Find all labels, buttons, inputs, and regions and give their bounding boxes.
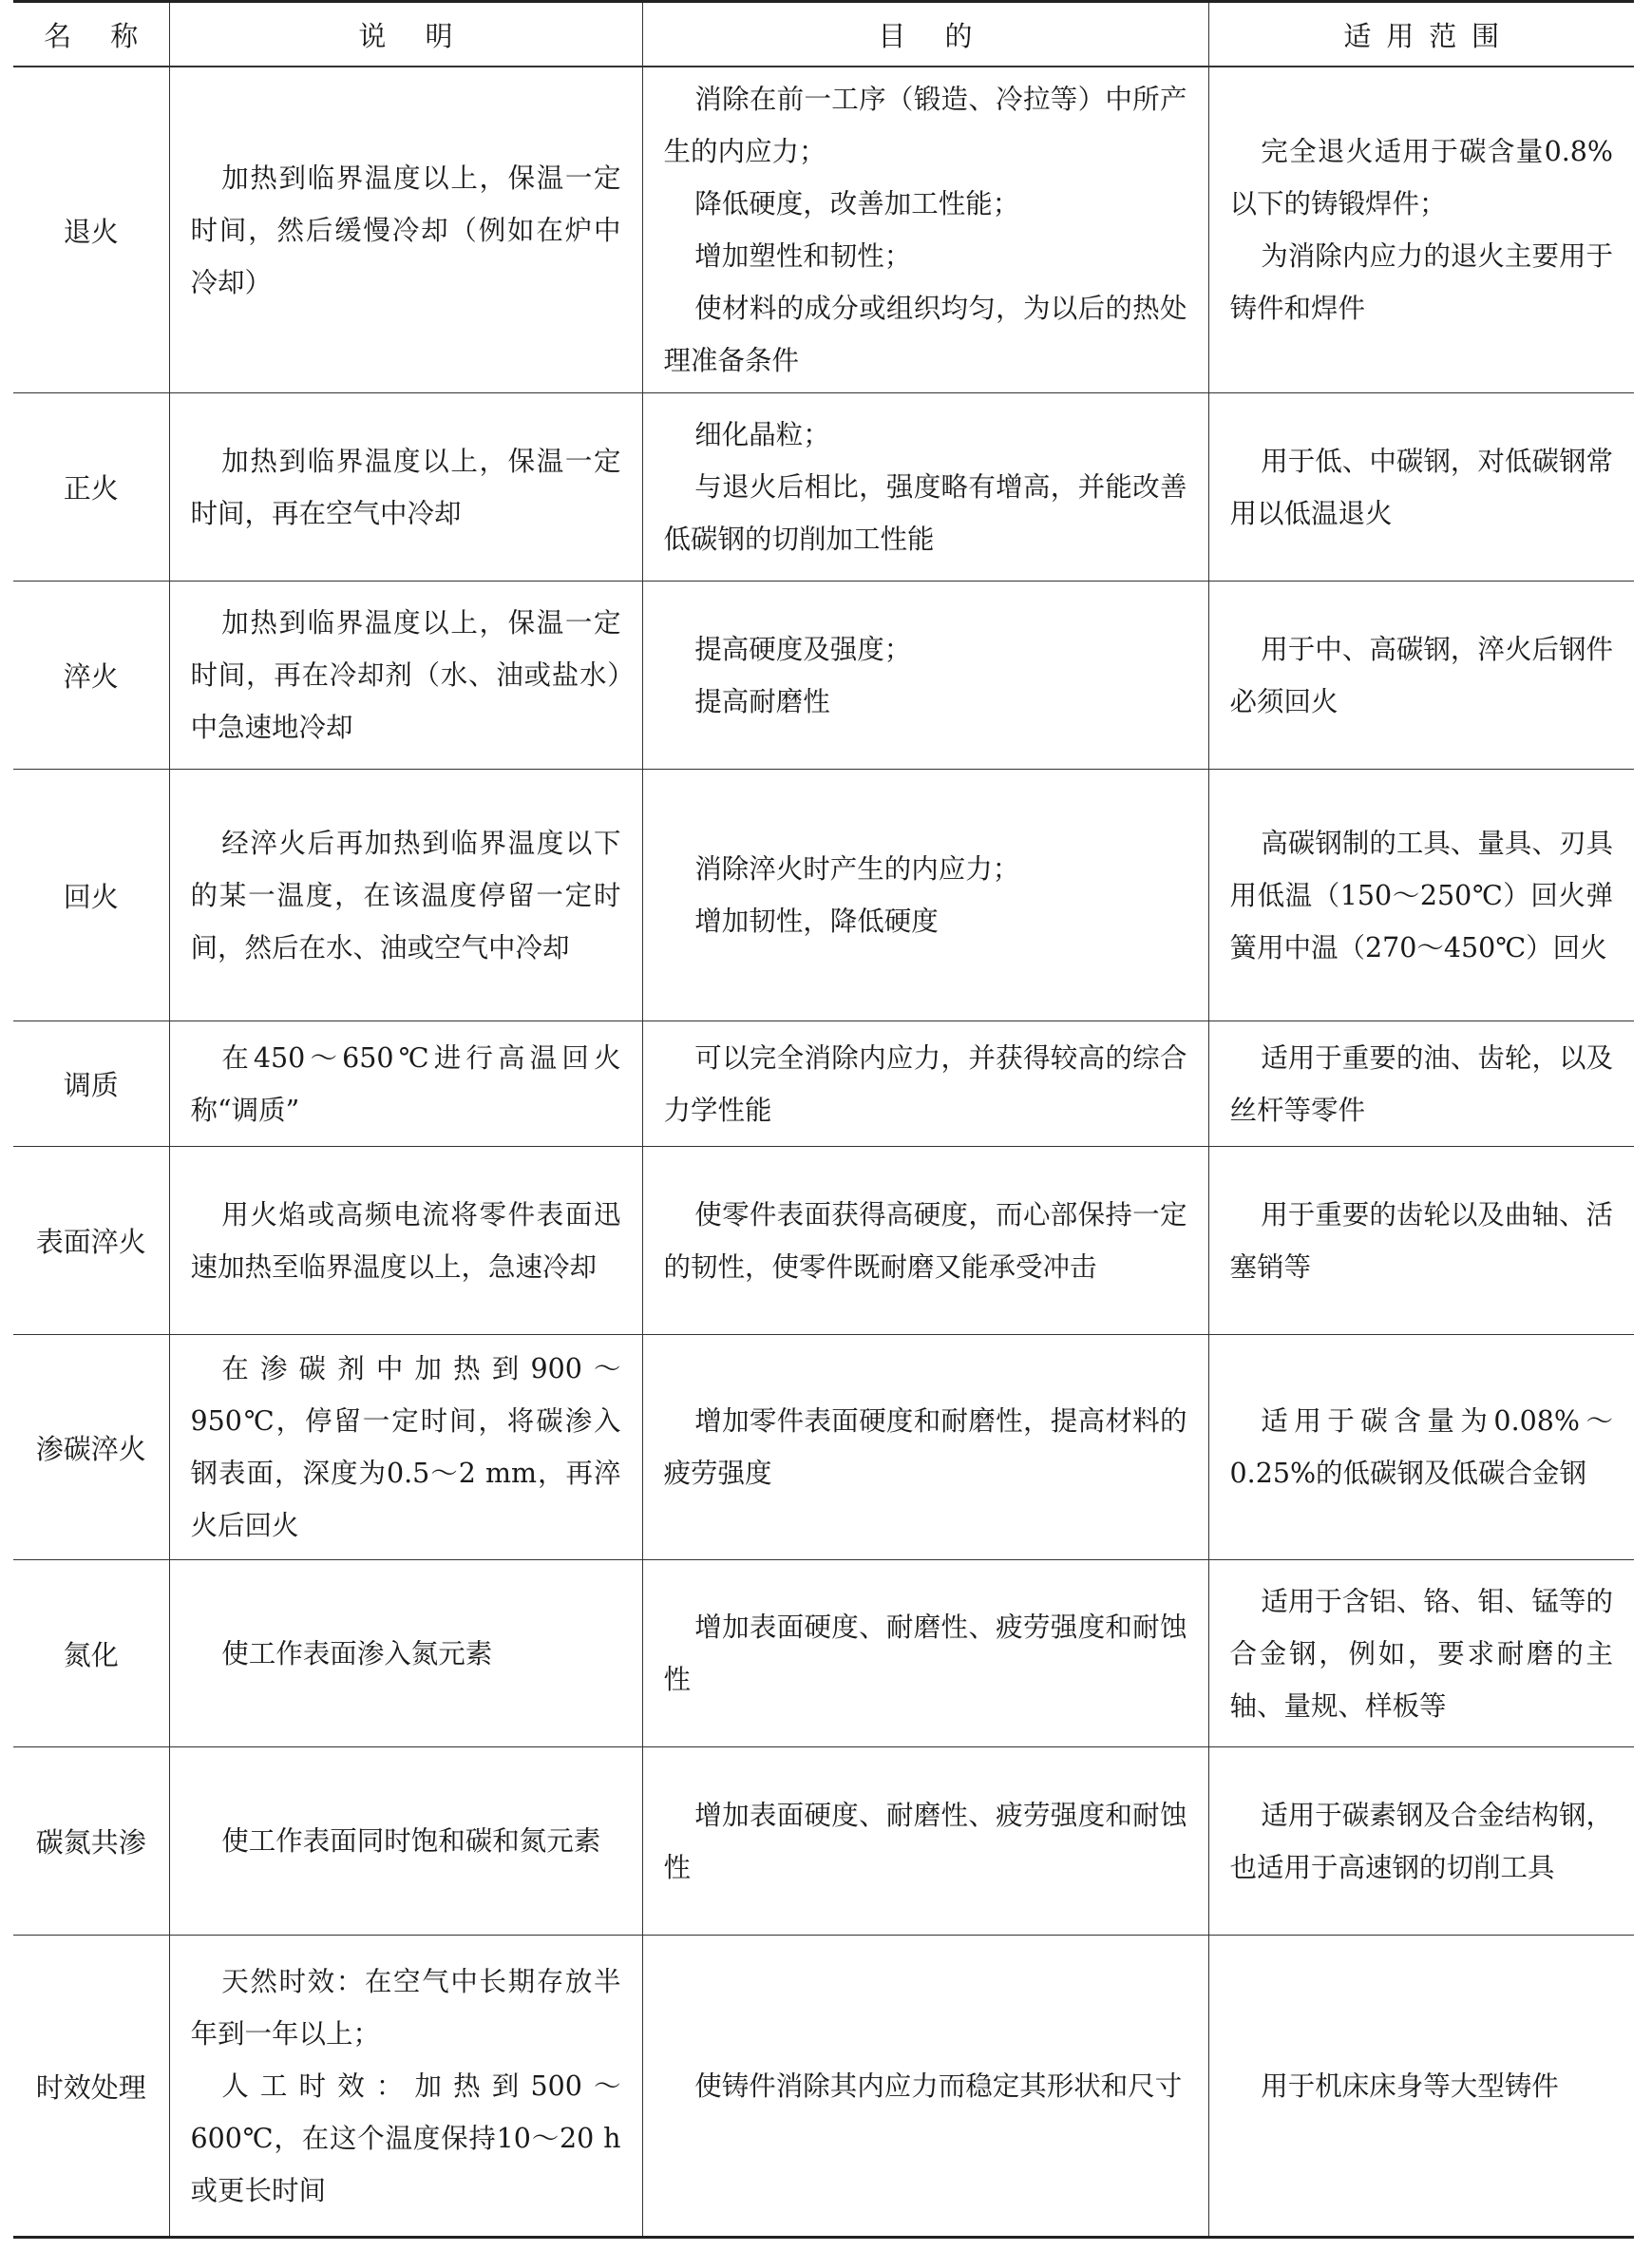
scope-paragraph: 适用于含铝、铬、钼、锰等的合金钢，例如，要求耐磨的主轴、量规、样板等 xyxy=(1229,1585,1613,1722)
purpose-paragraph: 与退火后相比，强度略有增高，并能改善低碳钢的切削加工性能 xyxy=(663,471,1187,555)
table-row xyxy=(13,1747,1634,1936)
scope-paragraph: 适用于重要的油、齿轮，以及丝杆等零件 xyxy=(1229,1041,1613,1126)
description-paragraph: 加热到临界温度以上，保温一定时间，然后缓慢冷却（例如在炉中冷却） xyxy=(190,162,621,298)
row-scope xyxy=(1208,393,1634,582)
heat-treatment-table-page xyxy=(13,0,1634,2239)
row-name: 回火 xyxy=(13,770,169,1021)
row-scope xyxy=(1208,1335,1634,1560)
row-scope xyxy=(1208,1560,1634,1747)
table-row xyxy=(13,1936,1634,2238)
scope-paragraph: 用于机床床身等大型铸件 xyxy=(1261,2070,1559,2102)
row-name: 淬火 xyxy=(13,582,169,770)
row-scope xyxy=(1208,1747,1634,1936)
purpose-paragraph: 细化晶粒； xyxy=(694,419,830,450)
row-purpose xyxy=(642,393,1208,582)
scope-paragraph: 适用于碳素钢及合金结构钢，也适用于高速钢的切削工具 xyxy=(1229,1799,1613,1883)
row-scope xyxy=(1208,582,1634,770)
row-name: 渗碳淬火 xyxy=(13,1335,169,1560)
scope-paragraph: 用于重要的齿轮以及曲轴、活塞销等 xyxy=(1229,1198,1613,1283)
row-description xyxy=(169,1021,642,1147)
purpose-paragraph: 增加表面硬度、耐磨性、疲劳强度和耐蚀性 xyxy=(663,1799,1187,1883)
row-scope xyxy=(1208,1936,1634,2238)
row-purpose xyxy=(642,1335,1208,1560)
table-row xyxy=(13,1021,1634,1147)
description-paragraph: 使工作表面渗入氮元素 xyxy=(221,1637,493,1669)
row-purpose xyxy=(642,1021,1208,1147)
description-paragraph: 天然时效：在空气中长期存放半年到一年以上； xyxy=(190,1965,621,2050)
row-purpose xyxy=(642,1747,1208,1936)
row-name: 氮化 xyxy=(13,1560,169,1747)
scope-paragraph: 适用于碳含量为0.08%～0.25%的低碳钢及低碳合金钢 xyxy=(1229,1405,1613,1489)
description-paragraph: 用火焰或高频电流将零件表面迅速加热至临界温度以上，急速冷却 xyxy=(190,1198,621,1283)
row-name: 碳氮共渗 xyxy=(13,1747,169,1936)
purpose-paragraph: 可以完全消除内应力，并获得较高的综合力学性能 xyxy=(663,1041,1187,1126)
description-paragraph: 在450～650℃进行高温回火称“调质” xyxy=(190,1041,621,1126)
row-name: 调质 xyxy=(13,1021,169,1147)
row-name: 正火 xyxy=(13,393,169,582)
purpose-paragraph: 使零件表面获得高硬度，而心部保持一定的韧性，使零件既耐磨又能承受冲击 xyxy=(663,1198,1187,1283)
header-name: 名 称 xyxy=(13,2,169,67)
purpose-paragraph: 使铸件消除其内应力而稳定其形状和尺寸 xyxy=(694,2070,1183,2102)
row-scope xyxy=(1208,67,1634,393)
row-purpose xyxy=(642,67,1208,393)
description-paragraph: 加热到临界温度以上，保温一定时间，再在冷却剂（水、油或盐水）中急速地冷却 xyxy=(190,607,621,743)
table-row xyxy=(13,67,1634,393)
row-description xyxy=(169,1747,642,1936)
header-purpose: 目 的 xyxy=(642,2,1208,67)
header-scope: 适用范围 xyxy=(1208,2,1634,67)
purpose-paragraph: 增加韧性，降低硬度 xyxy=(694,906,939,937)
scope-paragraph: 用于中、高碳钢，淬火后钢件必须回火 xyxy=(1229,633,1613,717)
row-description xyxy=(169,1936,642,2238)
scope-paragraph: 完全退火适用于碳含量0.8%以下的铸锻焊件； xyxy=(1229,136,1613,219)
row-name: 退火 xyxy=(13,67,169,393)
row-purpose xyxy=(642,1560,1208,1747)
row-description xyxy=(169,1560,642,1747)
row-scope xyxy=(1208,1021,1634,1147)
purpose-paragraph: 消除在前一工序（锻造、冷拉等）中所产生的内应力； xyxy=(663,84,1187,167)
description-paragraph: 使工作表面同时饱和碳和氮元素 xyxy=(221,1825,601,1857)
row-description xyxy=(169,67,642,393)
row-scope xyxy=(1208,770,1634,1021)
table-header xyxy=(13,2,1634,67)
purpose-paragraph: 降低硬度，改善加工性能； xyxy=(694,188,1020,219)
scope-paragraph: 用于低、中碳钢，对低碳钢常用以低温退火 xyxy=(1229,445,1613,529)
row-purpose xyxy=(642,582,1208,770)
header-description: 说 明 xyxy=(169,2,642,67)
header-row xyxy=(13,2,1634,67)
description-paragraph: 经淬火后再加热到临界温度以下的某一温度，在该温度停留一定时间，然后在水、油或空气中冷却 xyxy=(190,827,621,963)
description-paragraph: 在渗碳剂中加热到900～950℃，停留一定时间，将碳渗入钢表面，深度为0.5～2 mm，再淬火后回火 xyxy=(190,1353,621,1541)
table-row xyxy=(13,770,1634,1021)
purpose-paragraph: 增加塑性和韧性； xyxy=(694,240,912,272)
row-description xyxy=(169,770,642,1021)
table-row xyxy=(13,1560,1634,1747)
purpose-paragraph: 提高耐磨性 xyxy=(694,685,830,717)
row-description xyxy=(169,1335,642,1560)
row-description xyxy=(169,582,642,770)
purpose-paragraph: 增加零件表面硬度和耐磨性，提高材料的疲劳强度 xyxy=(663,1405,1187,1489)
row-name: 时效处理 xyxy=(13,1936,169,2238)
purpose-paragraph: 提高硬度及强度； xyxy=(694,633,912,665)
purpose-paragraph: 消除淬火时产生的内应力； xyxy=(694,853,1020,885)
purpose-paragraph: 使材料的成分或组织均匀，为以后的热处理准备条件 xyxy=(663,293,1187,376)
table-row xyxy=(13,1335,1634,1560)
row-description xyxy=(169,1147,642,1335)
description-paragraph: 加热到临界温度以上，保温一定时间，再在空气中冷却 xyxy=(190,445,621,529)
table-body xyxy=(13,67,1634,2238)
table-row xyxy=(13,582,1634,770)
row-description xyxy=(169,393,642,582)
row-purpose xyxy=(642,1147,1208,1335)
row-scope xyxy=(1208,1147,1634,1335)
description-paragraph: 人工时效：加热到500～600℃，在这个温度保持10～20 h或更长时间 xyxy=(190,2070,621,2206)
row-name: 表面淬火 xyxy=(13,1147,169,1335)
purpose-paragraph: 增加表面硬度、耐磨性、疲劳强度和耐蚀性 xyxy=(663,1612,1187,1695)
row-purpose xyxy=(642,770,1208,1021)
scope-paragraph: 为消除内应力的退火主要用于铸件和焊件 xyxy=(1229,240,1613,324)
heat-treatment-table xyxy=(13,0,1634,2239)
row-purpose xyxy=(642,1936,1208,2238)
table-row xyxy=(13,393,1634,582)
table-row xyxy=(13,1147,1634,1335)
scope-paragraph: 高碳钢制的工具、量具、刃具用低温（150～250℃）回火弹簧用中温（270～450℃）回火 xyxy=(1229,827,1613,963)
